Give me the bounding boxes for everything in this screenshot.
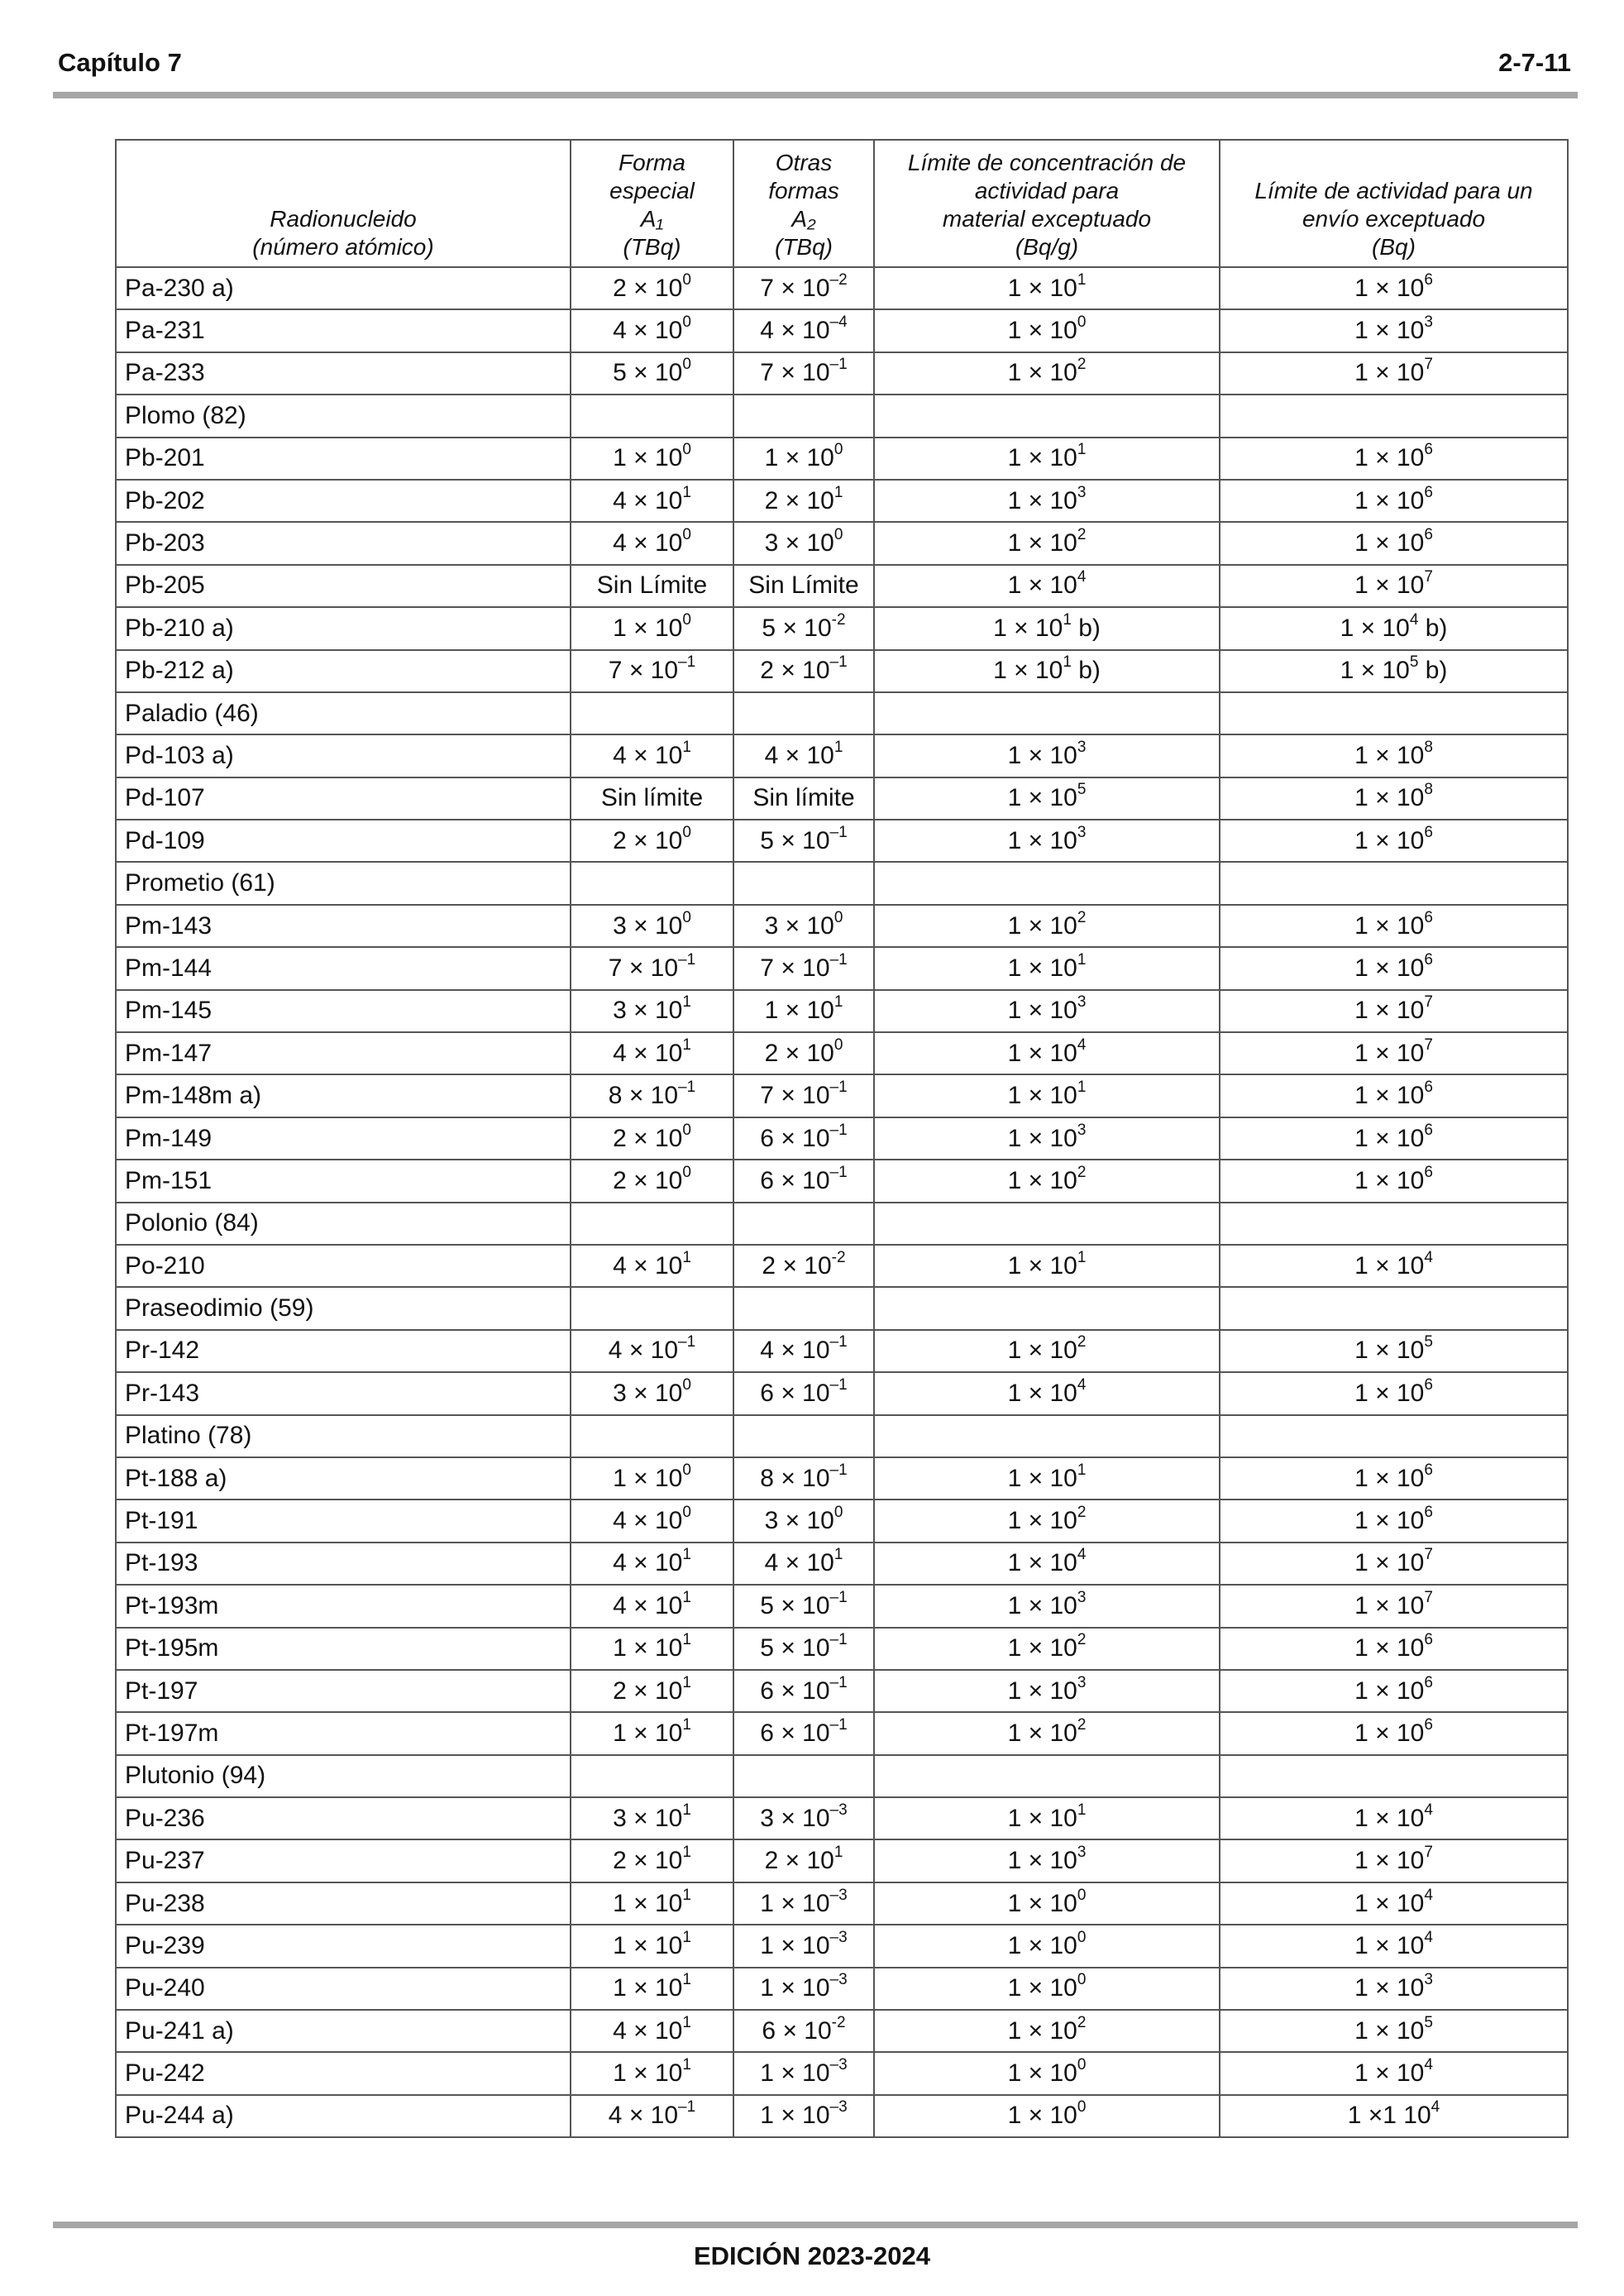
activity-limit-cell (1220, 1203, 1568, 1245)
concentration-limit-cell: $1 \times 10^3$ (874, 734, 1220, 777)
nuclide-cell: Pt-197 (116, 1670, 571, 1712)
activity-limit-cell: $1 \times 10^5$ (1220, 1330, 1568, 1372)
nuclide-cell: Pu-237 (116, 1839, 571, 1882)
table-row (116, 1670, 1568, 1712)
nuclide-cell: Pt-197m (116, 1712, 571, 1754)
a1-cell: $7 \times 10^{-1}$ (571, 650, 733, 692)
element-group-row (116, 692, 1568, 734)
activity-limit-cell: $1 \times 10^6$ (1220, 1712, 1568, 1754)
concentration-limit-cell: $1 \times 10^1$ b) (874, 650, 1220, 692)
concentration-limit-cell: $1 \times 10^0$ (874, 1968, 1220, 2010)
table-row (116, 1968, 1568, 2010)
a1-cell: $4 \times 10^1$ (571, 1585, 733, 1627)
activity-limit-cell: $1 \times 10^6$ (1220, 1628, 1568, 1670)
activity-limit-cell: $1 \times 10^6$ (1220, 480, 1568, 522)
table-row (116, 352, 1568, 395)
concentration-limit-cell: $1 \times 10^3$ (874, 1839, 1220, 1882)
concentration-limit-cell: $1 \times 10^0$ (874, 2052, 1220, 2094)
a2-cell: $8 \times 10^{-1}$ (733, 1457, 874, 1500)
concentration-limit-cell: $1 \times 10^4$ (874, 565, 1220, 607)
activity-limit-cell: $1 \times 10^6$ (1220, 947, 1568, 989)
header-other-forms-a2 (733, 140, 874, 267)
a1-cell: Sin Límite (571, 565, 733, 607)
nuclide-cell: Pm-143 (116, 905, 571, 947)
concentration-limit-cell: $1 \times 10^3$ (874, 1585, 1220, 1627)
a2-cell: $1 \times 10^{-3}$ (733, 1968, 874, 2010)
nuclide-cell: Pu-244 a) (116, 2095, 571, 2137)
concentration-limit-cell: $1 \times 10^2$ (874, 352, 1220, 395)
activity-limit-cell: $1 \times 10^7$ (1220, 1543, 1568, 1585)
concentration-limit-cell: $1 \times 10^5$ (874, 777, 1220, 820)
activity-limit-cell: $1 \times 10^3$ (1220, 1968, 1568, 2010)
nuclide-cell: Plomo (82) (116, 395, 571, 437)
element-group-row (116, 395, 1568, 437)
concentration-limit-cell: $1 \times 10^3$ (874, 820, 1220, 862)
concentration-limit-cell (874, 395, 1220, 437)
concentration-limit-cell: $1 \times 10^2$ (874, 1330, 1220, 1372)
header-line: (Bq) (1372, 234, 1416, 260)
a1-cell: $2 \times 10^0$ (571, 267, 733, 309)
concentration-limit-cell: $1 \times 10^0$ (874, 2095, 1220, 2137)
a1-cell: $2 \times 10^1$ (571, 1839, 733, 1882)
nuclide-cell: Pa-233 (116, 352, 571, 395)
a1-cell: $2 \times 10^0$ (571, 1117, 733, 1160)
a1-cell: $4 \times 10^{-1}$ (571, 2095, 733, 2137)
nuclide-cell: Pu-236 (116, 1797, 571, 1839)
concentration-limit-cell: $1 \times 10^3$ (874, 1670, 1220, 1712)
activity-limit-cell: $1 \times 10^7$ (1220, 990, 1568, 1032)
concentration-limit-cell: $1 \times 10^2$ (874, 1628, 1220, 1670)
table-row (116, 1585, 1568, 1627)
concentration-limit-cell: $1 \times 10^4$ (874, 1543, 1220, 1585)
element-group-row (116, 1203, 1568, 1245)
chapter-title: Capítulo 7 (58, 48, 182, 77)
header-line: especial (609, 178, 695, 203)
a1-cell (571, 862, 733, 904)
nuclide-cell: Pt-195m (116, 1628, 571, 1670)
nuclide-cell: Pu-241 a) (116, 2010, 571, 2052)
a1-cell: $4 \times 10^0$ (571, 1500, 733, 1542)
activity-limit-cell: $1 \times 10^6$ (1220, 1160, 1568, 1202)
a1-cell: $3 \times 10^1$ (571, 990, 733, 1032)
element-group-row (116, 1287, 1568, 1329)
concentration-limit-cell (874, 1203, 1220, 1245)
table-row (116, 267, 1568, 309)
a2-cell: Sin límite (733, 777, 874, 820)
table-row (116, 1925, 1568, 1967)
nuclide-cell: Pr-142 (116, 1330, 571, 1372)
nuclide-cell: Pd-103 a) (116, 734, 571, 777)
a1-cell: $1 \times 10^1$ (571, 1712, 733, 1754)
a1-cell: $4 \times 10^{-1}$ (571, 1330, 733, 1372)
nuclide-cell: Pu-238 (116, 1882, 571, 1925)
nuclide-cell: Platino (78) (116, 1415, 571, 1457)
activity-limit-cell: $1 \times 10^6$ (1220, 1500, 1568, 1542)
table-row (116, 2052, 1568, 2094)
nuclide-cell: Pm-148m a) (116, 1074, 571, 1117)
a1-cell: $4 \times 10^1$ (571, 2010, 733, 2052)
nuclide-cell: Pu-240 (116, 1968, 571, 2010)
activity-limit-cell: $1 \times 10^7$ (1220, 565, 1568, 607)
a2-cell: $1 \times 10^{-3}$ (733, 2052, 874, 2094)
concentration-limit-cell: $1 \times 10^0$ (874, 309, 1220, 352)
table-row (116, 1245, 1568, 1287)
page-number: 2-7-11 (1498, 48, 1571, 77)
a2-cell: $7 \times 10^{-2}$ (733, 267, 874, 309)
header-line: Límite de concentración de (907, 150, 1187, 175)
activity-limit-cell: $1 \times 10^6$ (1220, 522, 1568, 564)
table-row (116, 1117, 1568, 1160)
nuclide-cell: Pb-203 (116, 522, 571, 564)
header-line: A₁ (640, 206, 664, 232)
a1-cell (571, 1415, 733, 1457)
a1-cell: $1 \times 10^1$ (571, 1925, 733, 1967)
table-body (116, 267, 1568, 2137)
table-row (116, 1457, 1568, 1500)
concentration-limit-cell: $1 \times 10^1$ (874, 1074, 1220, 1117)
header-line: Forma (619, 150, 685, 175)
a2-cell (733, 395, 874, 437)
nuclide-cell: Pb-212 a) (116, 650, 571, 692)
a1-cell: $2 \times 10^0$ (571, 820, 733, 862)
header-line: Otras (775, 150, 833, 175)
nuclide-cell: Pt-193m (116, 1585, 571, 1627)
table-row (116, 990, 1568, 1032)
a1-cell: $3 \times 10^0$ (571, 1372, 733, 1414)
nuclide-cell: Praseodimio (59) (116, 1287, 571, 1329)
a2-cell: $7 \times 10^{-1}$ (733, 352, 874, 395)
nuclide-cell: Polonio (84) (116, 1203, 571, 1245)
table-row (116, 1372, 1568, 1414)
table-row (116, 820, 1568, 862)
a1-cell: $1 \times 10^1$ (571, 2052, 733, 2094)
table-row (116, 522, 1568, 564)
concentration-limit-cell (874, 1755, 1220, 1797)
element-group-row (116, 862, 1568, 904)
a1-cell (571, 1755, 733, 1797)
activity-limit-cell: $1 \times 10^6$ (1220, 1457, 1568, 1500)
nuclide-cell: Pa-230 a) (116, 267, 571, 309)
activity-limit-cell: $1 \times 10^8$ (1220, 777, 1568, 820)
a2-cell: $7 \times 10^{-1}$ (733, 1074, 874, 1117)
activity-limit-cell: $1 \times 10^7$ (1220, 352, 1568, 395)
a2-cell: $2 \times 10^{-2}$ (733, 1245, 874, 1287)
activity-limit-cell (1220, 395, 1568, 437)
header-special-form-a1 (571, 140, 733, 267)
concentration-limit-cell: $1 \times 10^2$ (874, 1500, 1220, 1542)
table-row (116, 1074, 1568, 1117)
a2-cell: $2 \times 10^0$ (733, 1032, 874, 1074)
concentration-limit-cell: $1 \times 10^1$ (874, 438, 1220, 480)
header-line: (número atómico) (252, 234, 434, 260)
a2-cell: $4 \times 10^{-1}$ (733, 1330, 874, 1372)
a2-cell: $3 \times 10^0$ (733, 1500, 874, 1542)
a1-cell: $2 \times 10^0$ (571, 1160, 733, 1202)
a2-cell: $6 \times 10^{-1}$ (733, 1160, 874, 1202)
table-row (116, 650, 1568, 692)
nuclide-cell: Pr-143 (116, 1372, 571, 1414)
a1-cell: $4 \times 10^1$ (571, 1032, 733, 1074)
a1-cell: $3 \times 10^1$ (571, 1797, 733, 1839)
table-row (116, 1543, 1568, 1585)
a2-cell: $1 \times 10^1$ (733, 990, 874, 1032)
a1-cell: $4 \times 10^1$ (571, 480, 733, 522)
activity-limit-cell (1220, 862, 1568, 904)
activity-limit-cell: $1 \times 10^4$ (1220, 2052, 1568, 2094)
header-line: Límite de actividad para un (1254, 178, 1533, 203)
a2-cell: $4 \times 10^1$ (733, 1543, 874, 1585)
a2-cell: $5 \times 10^{-1}$ (733, 820, 874, 862)
table-row (116, 309, 1568, 352)
activity-limit-cell: $1 \times 10^6$ (1220, 905, 1568, 947)
activity-limit-cell: $1 \times 10^6$ (1220, 438, 1568, 480)
concentration-limit-cell: $1 \times 10^1$ (874, 267, 1220, 309)
header-line: formas (768, 178, 839, 203)
a2-cell: $2 \times 10^1$ (733, 1839, 874, 1882)
concentration-limit-cell: $1 \times 10^1$ b) (874, 607, 1220, 649)
a1-cell: $4 \times 10^1$ (571, 734, 733, 777)
table-row (116, 2095, 1568, 2137)
a2-cell: $4 \times 10^1$ (733, 734, 874, 777)
footer-rule (53, 2222, 1578, 2228)
concentration-limit-cell: $1 \times 10^0$ (874, 1925, 1220, 1967)
a2-cell: $5 \times 10^{-1}$ (733, 1585, 874, 1627)
a2-cell: $6 \times 10^{-1}$ (733, 1712, 874, 1754)
a2-cell: $4 \times 10^{-4}$ (733, 309, 874, 352)
activity-limit-cell (1220, 1415, 1568, 1457)
table-row (116, 905, 1568, 947)
header-line: (TBq) (775, 234, 833, 260)
nuclide-cell: Paladio (46) (116, 692, 571, 734)
concentration-limit-cell: $1 \times 10^2$ (874, 1712, 1220, 1754)
activity-limit-cell: $1 \times 10^7$ (1220, 1585, 1568, 1627)
a1-cell (571, 692, 733, 734)
element-group-row (116, 1755, 1568, 1797)
activity-limit-cell: $1 \times 10^3$ (1220, 309, 1568, 352)
nuclide-cell: Pd-109 (116, 820, 571, 862)
table-row (116, 2010, 1568, 2052)
a2-cell: $6 \times 10^{-1}$ (733, 1670, 874, 1712)
a2-cell: $3 \times 10^0$ (733, 522, 874, 564)
nuclide-cell: Pb-202 (116, 480, 571, 522)
activity-limit-cell: 1 ×1 $10^4$ (1220, 2095, 1568, 2137)
activity-limit-cell: $1 \times 10^4$ (1220, 1882, 1568, 1925)
concentration-limit-cell: $1 \times 10^1$ (874, 1457, 1220, 1500)
nuclide-cell: Pb-210 a) (116, 607, 571, 649)
a1-cell: $2 \times 10^1$ (571, 1670, 733, 1712)
activity-limit-cell (1220, 1755, 1568, 1797)
nuclide-cell: Pb-205 (116, 565, 571, 607)
concentration-limit-cell: $1 \times 10^2$ (874, 1160, 1220, 1202)
a1-cell: $4 \times 10^1$ (571, 1543, 733, 1585)
a1-cell: $1 \times 10^1$ (571, 1882, 733, 1925)
a1-cell: $8 \times 10^{-1}$ (571, 1074, 733, 1117)
table-row (116, 1882, 1568, 1925)
a1-cell: $4 \times 10^0$ (571, 309, 733, 352)
table-row (116, 1160, 1568, 1202)
header-concentration-limit (874, 140, 1220, 267)
activity-limit-cell: $1 \times 10^6$ (1220, 1074, 1568, 1117)
a2-cell: $5 \times 10^{-2}$ (733, 607, 874, 649)
nuclide-cell: Pu-239 (116, 1925, 571, 1967)
activity-limit-cell: $1 \times 10^6$ (1220, 1670, 1568, 1712)
header-line: Radionucleido (270, 206, 417, 232)
a1-cell (571, 1287, 733, 1329)
a2-cell: $6 \times 10^{-1}$ (733, 1117, 874, 1160)
nuclide-cell: Pa-231 (116, 309, 571, 352)
a1-cell: $3 \times 10^0$ (571, 905, 733, 947)
header-line: actividad para (974, 178, 1120, 203)
table-row (116, 480, 1568, 522)
a1-cell: Sin límite (571, 777, 733, 820)
concentration-limit-cell: $1 \times 10^3$ (874, 990, 1220, 1032)
nuclide-cell: Prometio (61) (116, 862, 571, 904)
nuclide-cell: Po-210 (116, 1245, 571, 1287)
concentration-limit-cell: $1 \times 10^1$ (874, 1797, 1220, 1839)
activity-limit-cell (1220, 1287, 1568, 1329)
a2-cell: $7 \times 10^{-1}$ (733, 947, 874, 989)
table-row (116, 1330, 1568, 1372)
nuclide-cell: Pb-201 (116, 438, 571, 480)
header-line: envío exceptuado (1302, 206, 1486, 232)
table-row (116, 734, 1568, 777)
a2-cell: $5 \times 10^{-1}$ (733, 1628, 874, 1670)
header-line: (Bq/g) (1015, 234, 1079, 260)
table-row (116, 947, 1568, 989)
table-header-row (116, 140, 1568, 267)
a1-cell (571, 395, 733, 437)
activity-limit-cell: $1 \times 10^7$ (1220, 1839, 1568, 1882)
table-row (116, 438, 1568, 480)
header-activity-limit (1220, 140, 1568, 267)
concentration-limit-cell: $1 \times 10^2$ (874, 2010, 1220, 2052)
a2-cell: $6 \times 10^{-2}$ (733, 2010, 874, 2052)
a2-cell: Sin Límite (733, 565, 874, 607)
nuclide-cell: Pm-145 (116, 990, 571, 1032)
activity-limit-cell: $1 \times 10^5$ (1220, 2010, 1568, 2052)
activity-limit-cell: $1 \times 10^8$ (1220, 734, 1568, 777)
concentration-limit-cell: $1 \times 10^4$ (874, 1372, 1220, 1414)
a2-cell: $3 \times 10^{-3}$ (733, 1797, 874, 1839)
a2-cell: $1 \times 10^{-3}$ (733, 2095, 874, 2137)
activity-limit-cell: $1 \times 10^4$ (1220, 1925, 1568, 1967)
a1-cell: $1 \times 10^1$ (571, 1628, 733, 1670)
a1-cell (571, 1203, 733, 1245)
header-line: (TBq) (623, 234, 681, 260)
a1-cell: $4 \times 10^1$ (571, 1245, 733, 1287)
a2-cell (733, 1415, 874, 1457)
activity-limit-cell: $1 \times 10^6$ (1220, 267, 1568, 309)
a2-cell: $3 \times 10^0$ (733, 905, 874, 947)
a2-cell: $1 \times 10^{-3}$ (733, 1925, 874, 1967)
concentration-limit-cell: $1 \times 10^0$ (874, 1882, 1220, 1925)
table-row (116, 1500, 1568, 1542)
activity-limit-cell: $1 \times 10^6$ (1220, 1117, 1568, 1160)
concentration-limit-cell: $1 \times 10^3$ (874, 1117, 1220, 1160)
a1-cell: $1 \times 10^1$ (571, 1968, 733, 2010)
a2-cell (733, 1287, 874, 1329)
a2-cell: $2 \times 10^{-1}$ (733, 650, 874, 692)
header-radionuclide (116, 140, 571, 267)
nuclide-cell: Pt-191 (116, 1500, 571, 1542)
nuclide-cell: Pt-193 (116, 1543, 571, 1585)
a2-cell: $1 \times 10^{-3}$ (733, 1882, 874, 1925)
activity-limit-cell: $1 \times 10^5$ b) (1220, 650, 1568, 692)
radionuclide-table (115, 139, 1569, 2138)
a2-cell: $1 \times 10^0$ (733, 438, 874, 480)
nuclide-cell: Pd-107 (116, 777, 571, 820)
concentration-limit-cell: $1 \times 10^2$ (874, 522, 1220, 564)
concentration-limit-cell: $1 \times 10^2$ (874, 905, 1220, 947)
concentration-limit-cell (874, 692, 1220, 734)
concentration-limit-cell: $1 \times 10^3$ (874, 480, 1220, 522)
activity-limit-cell: $1 \times 10^4$ (1220, 1797, 1568, 1839)
table-row (116, 1628, 1568, 1670)
a2-cell (733, 692, 874, 734)
concentration-limit-cell (874, 1415, 1220, 1457)
table-row (116, 607, 1568, 649)
a2-cell: $6 \times 10^{-1}$ (733, 1372, 874, 1414)
concentration-limit-cell (874, 1287, 1220, 1329)
concentration-limit-cell: $1 \times 10^1$ (874, 1245, 1220, 1287)
concentration-limit-cell (874, 862, 1220, 904)
a1-cell: $1 \times 10^0$ (571, 1457, 733, 1500)
nuclide-cell: Pu-242 (116, 2052, 571, 2094)
a2-cell: $2 \times 10^1$ (733, 480, 874, 522)
table-row (116, 1839, 1568, 1882)
activity-limit-cell: $1 \times 10^7$ (1220, 1032, 1568, 1074)
header-line: A₂ (791, 206, 816, 232)
nuclide-cell: Pm-151 (116, 1160, 571, 1202)
a2-cell (733, 1203, 874, 1245)
nuclide-cell: Pm-144 (116, 947, 571, 989)
a2-cell (733, 862, 874, 904)
table-row (116, 1712, 1568, 1754)
concentration-limit-cell: $1 \times 10^1$ (874, 947, 1220, 989)
a1-cell: $7 \times 10^{-1}$ (571, 947, 733, 989)
table-row (116, 1797, 1568, 1839)
a1-cell: $5 \times 10^0$ (571, 352, 733, 395)
element-group-row (116, 1415, 1568, 1457)
table-row (116, 777, 1568, 820)
concentration-limit-cell: $1 \times 10^4$ (874, 1032, 1220, 1074)
activity-limit-cell: $1 \times 10^6$ (1220, 820, 1568, 862)
nuclide-cell: Plutonio (94) (116, 1755, 571, 1797)
activity-limit-cell: $1 \times 10^4$ b) (1220, 607, 1568, 649)
activity-limit-cell (1220, 692, 1568, 734)
activity-limit-cell: $1 \times 10^4$ (1220, 1245, 1568, 1287)
a1-cell: $1 \times 10^0$ (571, 438, 733, 480)
a2-cell (733, 1755, 874, 1797)
header-rule (53, 92, 1578, 98)
table-row (116, 1032, 1568, 1074)
activity-limit-cell: $1 \times 10^6$ (1220, 1372, 1568, 1414)
nuclide-cell: Pt-188 a) (116, 1457, 571, 1500)
nuclide-cell: Pm-147 (116, 1032, 571, 1074)
table-row (116, 565, 1568, 607)
a1-cell: $4 \times 10^0$ (571, 522, 733, 564)
nuclide-cell: Pm-149 (116, 1117, 571, 1160)
edition-footer: EDICIÓN 2023-2024 (693, 2241, 931, 2270)
a1-cell: $1 \times 10^0$ (571, 607, 733, 649)
header-line: material exceptuado (942, 206, 1152, 232)
